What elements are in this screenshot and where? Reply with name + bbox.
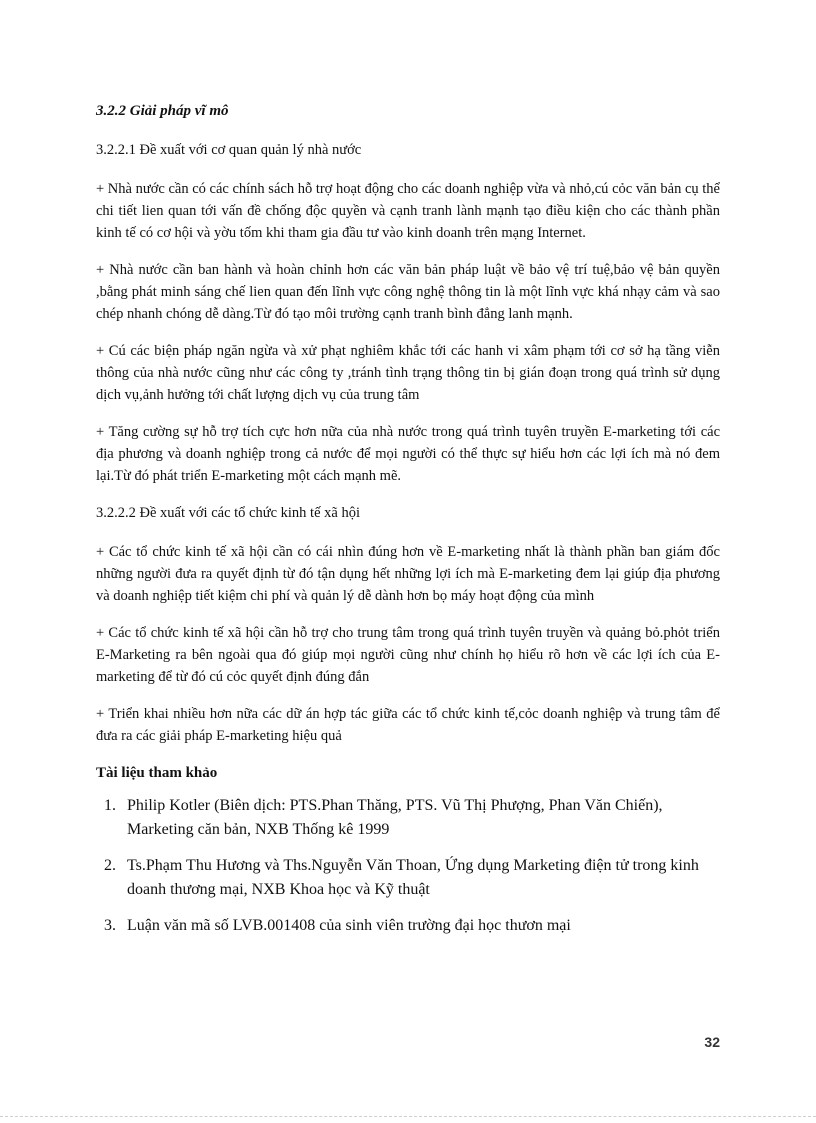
paragraph-ip-protection: + Nhà nước cần ban hành và hoàn chỉnh hơn các văn bản pháp luật về bảo vệ trí tuệ,bảo vệ bản quyền ,bằng phát minh sáng chế lien quan đến lĩnh vực công nghệ thông tin là một lĩnh vực khá nhạy cảm và sao chép nhanh chóng dễ dàng.Từ đó tạo môi trường cạnh tranh bình đẳng lanh mạnh. <box>96 262 720 322</box>
references-list <box>96 794 720 938</box>
reference-number: 2. <box>104 857 116 874</box>
reference-number: 1. <box>104 797 116 814</box>
paragraph-infrastructure: + Cú các biện pháp ngăn ngừa và xử phạt nghiêm khắc tới các hanh vi xâm phạm tới cơ sở hạ tầng viễn thông của nhà nước cũng như các công ty ,tránh tình trạng thông tin bị gián đoạn trong quá trình sử dụng dịch vụ,ảnh hưởng tới chất lượng dịch vụ của trung tâm <box>96 343 720 403</box>
reference-item <box>96 794 720 842</box>
paragraph-state-support: + Nhà nước cần có các chính sách hỗ trợ hoạt động cho các doanh nghiệp vừa và nhỏ,cú cỏc văn bản cụ thể chi tiết lien quan tới vấn đề chống độc quyền và cạnh tranh lành mạnh tạo điều kiện cho các thành phần kinh tế có cơ hội và yờu tốm khi tham gia đầu tư vào kinh doanh trên mạng Internet. <box>96 181 720 241</box>
reference-number: 3. <box>104 917 116 934</box>
subsection-heading-2: 3.2.2.2 Đề xuất với các tổ chức kinh tế xã hội <box>96 505 360 521</box>
reference-text: Philip Kotler (Biên dịch: PTS.Phan Thăng, PTS. Vũ Thị Phượng, Phan Văn Chiến), Marketing căn bản, NXB Thống kê 1999 <box>127 797 663 838</box>
paragraph-org-support: + Các tổ chức kinh tế xã hội cần hỗ trợ cho trung tâm trong quá trình tuyên truyền và quảng bỏ.phỏt triển E-Marketing ra bên ngoài qua đó giúp mọi người cũng như chính họ hiểu rõ hơn về các lợi ích của E-marketing để từ đó cú cỏc quyết định đúng đắn <box>96 625 720 685</box>
paragraph-promotion: + Tăng cường sự hỗ trợ tích cực hơn nữa của nhà nước trong quá trình tuyên truyền E-marketing tới các địa phương và doanh nghiệp trong cả nước để mọi người có thể thực sự hiểu hơn các lợi ích mà nó đem lại.Từ đó phát triển E-marketing một cách mạnh mẽ. <box>96 424 720 484</box>
reference-item <box>96 914 720 938</box>
section-heading: 3.2.2 Giải pháp vĩ mô <box>96 103 229 119</box>
references-heading: Tài liệu tham khảo <box>96 765 218 781</box>
page-content <box>96 100 720 950</box>
reference-text: Ts.Phạm Thu Hương và Ths.Nguyễn Văn Thoan, Ứng dụng Marketing điện tử trong kinh doanh thương mại, NXB Khoa học và Kỹ thuật <box>127 857 699 898</box>
paragraph-org-awareness: + Các tổ chức kinh tế xã hội cần có cái nhìn đúng hơn về E-marketing nhất là thành phần ban giám đốc những người đưa ra quyết định từ đó tận dụng hết những lợi ích mà E-marketing đem lại giúp địa phương và doanh nghiệp tiết kiệm chi phí và quản lý dễ dành hơn bọ máy hoạt động của mình <box>96 544 720 604</box>
paragraph-cooperation: + Triển khai nhiều hơn nữa các dữ án hợp tác giữa các tổ chức kinh tế,cỏc doanh nghiệp và trung tâm để đưa ra các giải pháp E-marketing hiệu quả <box>96 706 720 744</box>
page-bottom-divider <box>0 1116 816 1117</box>
reference-item <box>96 854 720 902</box>
reference-text: Luận văn mã số LVB.001408 của sinh viên trường đại học thươn mại <box>127 917 571 934</box>
page-number: 32 <box>704 1034 720 1050</box>
subsection-heading-1: 3.2.2.1 Đề xuất với cơ quan quản lý nhà nước <box>96 142 362 158</box>
